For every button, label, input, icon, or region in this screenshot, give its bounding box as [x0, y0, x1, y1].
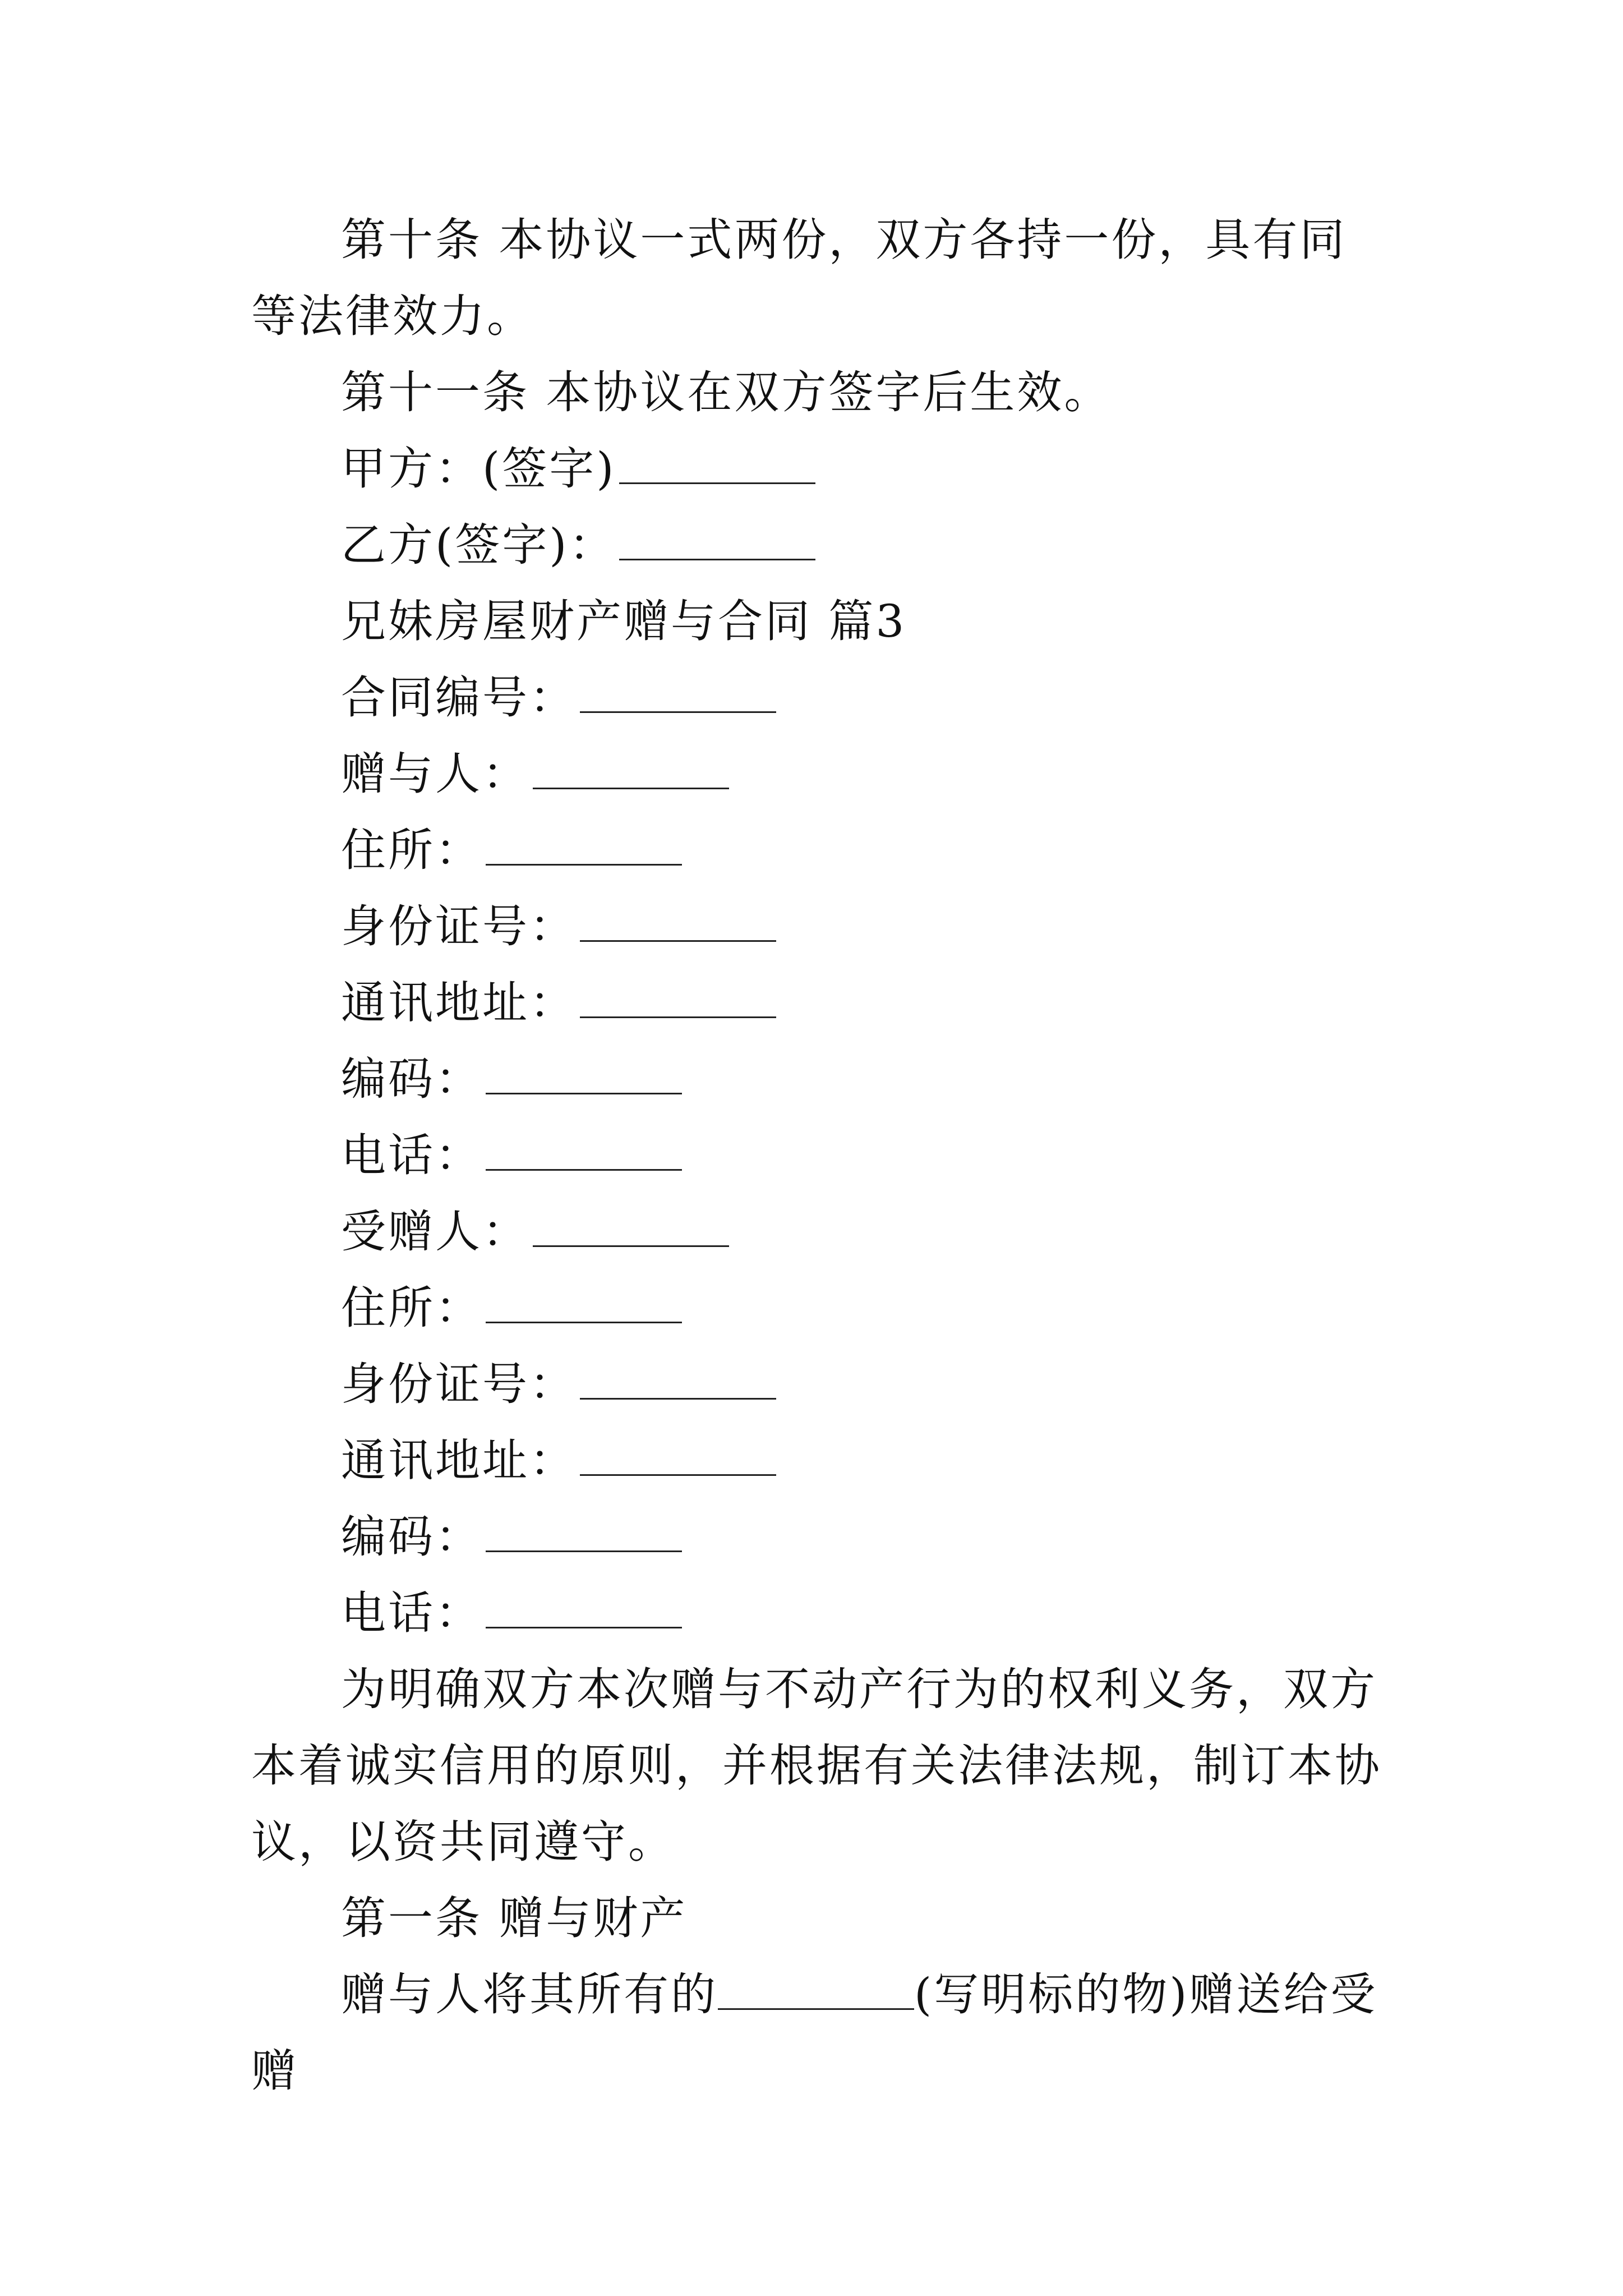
donee-label: 受赠人： [341, 1205, 529, 1258]
donee-line [251, 1194, 1390, 1270]
donee-blank[interactable] [533, 1205, 729, 1247]
article-1-title: 第一条 赠与财产 [341, 1892, 688, 1944]
donor-phone-blank[interactable] [486, 1129, 682, 1171]
donor-address-line [251, 812, 1390, 889]
donor-phone-line [251, 1117, 1390, 1194]
article-1-body-start: 赠与人将其所有的 [341, 1968, 718, 2021]
article-10: 第十条 本协议一式两份，双方各持一份，具有同等法律效力。 [251, 214, 1347, 342]
donor-phone-label: 电话： [341, 1129, 482, 1181]
donor-id-blank[interactable] [580, 900, 776, 942]
party-b-label: 乙方(签字)： [341, 519, 616, 571]
donee-mail-line [251, 1423, 1390, 1499]
gift-property-blank[interactable] [718, 1968, 914, 2010]
donor-zip-blank[interactable] [486, 1052, 682, 1094]
donor-mail-line [251, 965, 1390, 1041]
donor-address-label: 住所： [341, 824, 482, 876]
donee-mail-label: 通讯地址： [341, 1434, 577, 1487]
donee-id-label: 身份证号： [341, 1358, 577, 1410]
contract-number-line [251, 660, 1390, 736]
donee-phone-label: 电话： [341, 1587, 482, 1639]
party-b-signature-line [251, 507, 1390, 583]
donor-id-label: 身份证号： [341, 900, 577, 953]
donee-phone-line [251, 1575, 1390, 1651]
contract-number-blank[interactable] [580, 671, 776, 713]
donee-zip-line [251, 1499, 1390, 1575]
donor-zip-label: 编码： [341, 1053, 482, 1105]
party-a-label: 甲方：(签字) [341, 443, 616, 495]
preamble-paragraph: 为明确双方本次赠与不动产行为的权利义务，双方本着诚实信用的原则，并根据有关法律法规，制订本协议，以资共同遵守。 [251, 1663, 1382, 1868]
article-11: 第十一条 本协议在双方签字后生效。 [341, 366, 1112, 418]
donee-zip-label: 编码： [341, 1511, 482, 1563]
party-a-signature-blank[interactable] [619, 442, 815, 484]
article-1-body-end: (写明标的物)赠送给受赠 [251, 1968, 1378, 2097]
party-a-signature-line [251, 431, 1390, 507]
donee-phone-blank[interactable] [486, 1586, 682, 1628]
document-page [251, 202, 1390, 2109]
donor-address-blank[interactable] [486, 823, 682, 866]
party-b-signature-blank[interactable] [619, 518, 815, 560]
donor-mail-blank[interactable] [580, 976, 776, 1018]
contract-number-label: 合同编号： [341, 671, 577, 724]
donee-mail-blank[interactable] [580, 1434, 776, 1476]
donee-id-line [251, 1346, 1390, 1423]
donor-zip-line [251, 1041, 1390, 1117]
donor-mail-label: 通讯地址： [341, 977, 577, 1029]
donee-address-line [251, 1270, 1390, 1346]
article-1-body [251, 1957, 1390, 2109]
donee-address-blank[interactable] [486, 1281, 682, 1323]
donor-label: 赠与人： [341, 748, 529, 800]
donee-zip-blank[interactable] [486, 1510, 682, 1552]
donor-id-line [251, 889, 1390, 965]
donee-address-label: 住所： [341, 1282, 482, 1334]
donor-line [251, 736, 1390, 812]
donee-id-blank[interactable] [580, 1358, 776, 1400]
donor-blank[interactable] [533, 747, 729, 789]
section-heading: 兄妹房屋财产赠与合同 篇3 [341, 595, 907, 647]
